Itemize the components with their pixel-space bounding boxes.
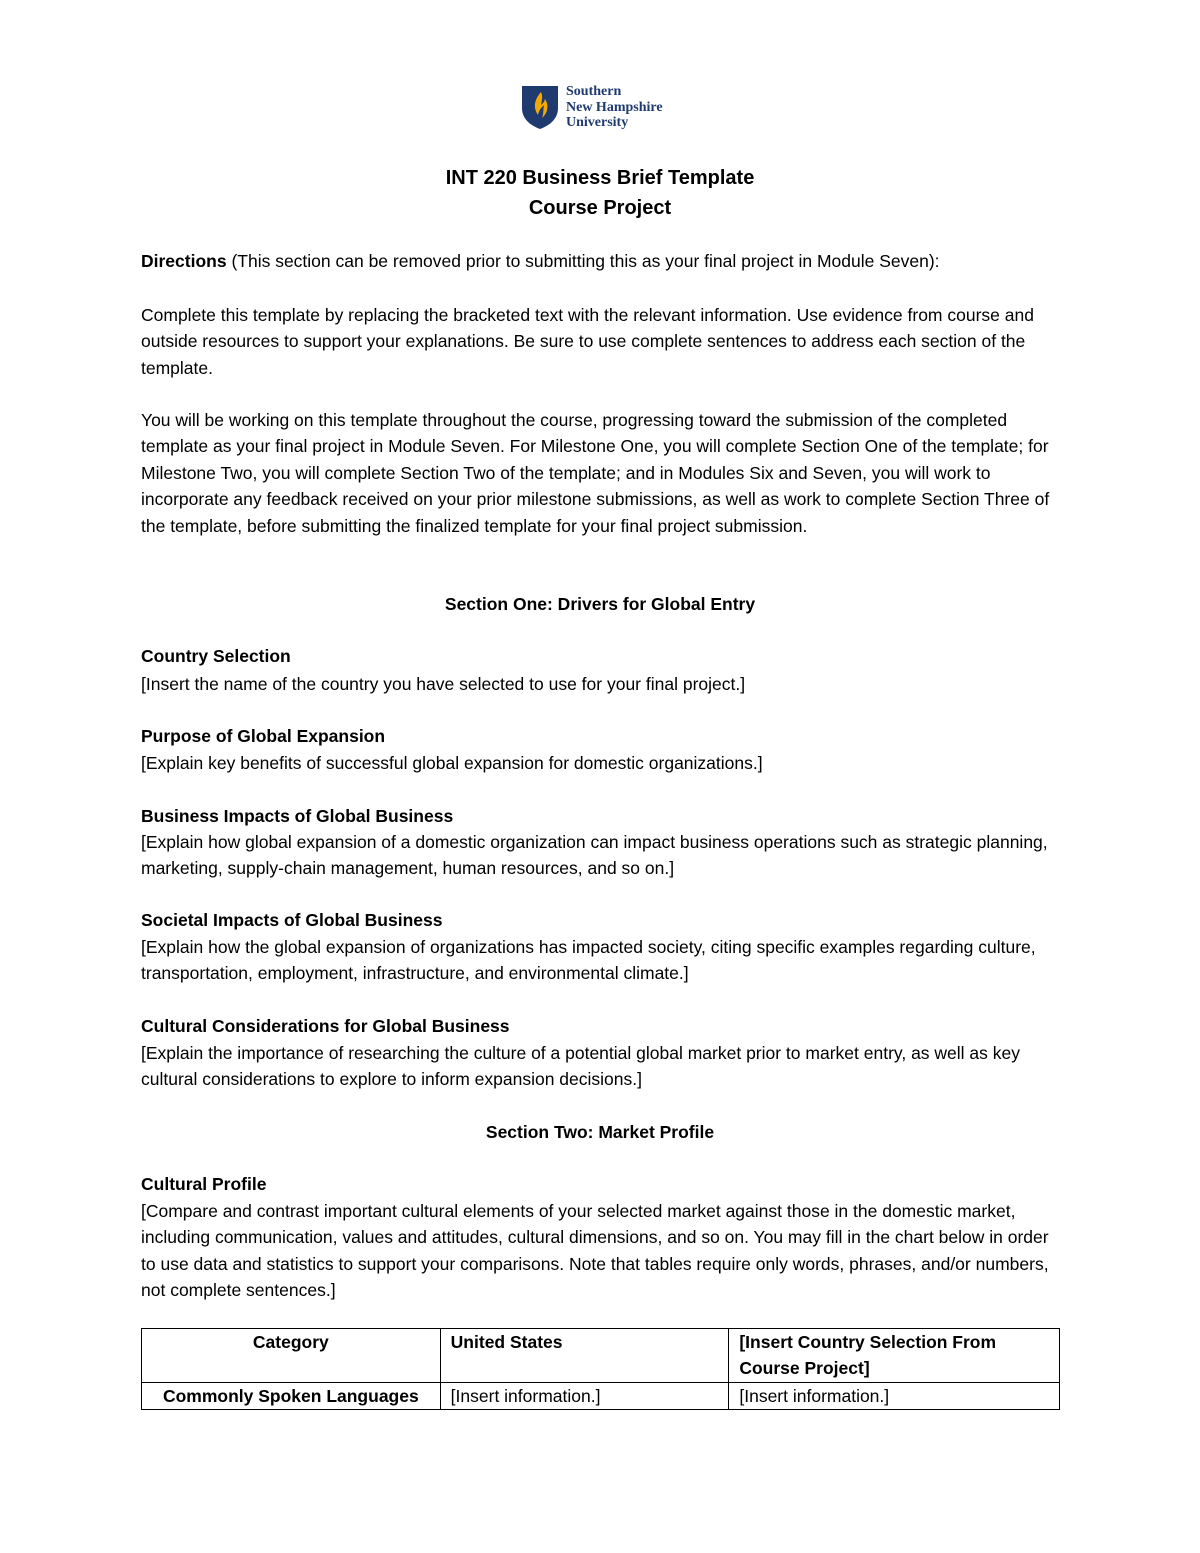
country-selection-heading: Country Selection bbox=[141, 646, 291, 666]
cultural-profile-text: [Compare and contrast important cultural elements of your selected market against those in the domestic market, including communication, values and attitudes, cultural dimensions, and so on. You may fill in the chart below in order to use data and statistics to support your comparisons. Note that tables require only words, phrases, and/or numbers, not complete sentences.] bbox=[141, 1201, 1049, 1301]
directions-paragraph-2: You will be working on this template throughout the course, progressing toward the submission of the completed template as your final project in Module Seven. For Milestone One, you will complete Section One of the template; for Milestone Two, you will complete Section Two of the template; and in Modules Six and Seven, you will work to incorporate any feedback received on your prior milestone submissions, as well as work to complete Section Three of the template, before submitting the finalized template for your final project submission. bbox=[141, 410, 1050, 536]
table-header-cell: [Insert Country Selection From Course Project] bbox=[729, 1329, 1060, 1383]
section-two-heading: Section Two: Market Profile bbox=[485, 1122, 715, 1142]
logo-line-3: University bbox=[566, 115, 629, 130]
directions-heading: Directions bbox=[141, 251, 227, 271]
table-header-row bbox=[142, 1329, 1060, 1383]
document-title: INT 220 Business Brief Template bbox=[445, 167, 755, 189]
cultural-profile-heading: Cultural Profile bbox=[141, 1174, 267, 1194]
snhu-logo bbox=[520, 84, 690, 134]
purpose-heading: Purpose of Global Expansion bbox=[141, 726, 386, 746]
table-header-cell: Category bbox=[142, 1329, 441, 1383]
cultural-considerations-heading: Cultural Considerations for Global Business bbox=[141, 1016, 510, 1036]
societal-impacts-heading: Societal Impacts of Global Business bbox=[141, 910, 443, 930]
table-cell: [Insert information.] bbox=[729, 1382, 1060, 1409]
directions-note: (This section can be removed prior to submitting this as your final project in Module Seven): bbox=[226, 251, 940, 271]
table-cell: Commonly Spoken Languages bbox=[142, 1382, 441, 1409]
cultural-considerations-text: [Explain the importance of researching the culture of a potential global market prior to market entry, as well as key cultural considerations to explore to inform expansion decisions.] bbox=[141, 1043, 1020, 1090]
section-one-heading: Section One: Drivers for Global Entry bbox=[444, 594, 756, 614]
table-cell: [Insert information.] bbox=[440, 1382, 729, 1409]
country-selection-text: [Insert the name of the country you have selected to use for your final project.] bbox=[141, 674, 746, 694]
table-row bbox=[142, 1382, 1060, 1409]
logo-line-2: New Hampshire bbox=[566, 99, 663, 115]
societal-impacts-text: [Explain how the global expansion of organizations has impacted society, citing specific examples regarding culture, transportation, employment, infrastructure, and environmental climate.] bbox=[141, 937, 1036, 984]
shield-flame-icon bbox=[520, 84, 560, 130]
business-impacts-heading: Business Impacts of Global Business bbox=[141, 806, 454, 826]
directions-line bbox=[141, 248, 1061, 274]
purpose-text: [Explain key benefits of successful global expansion for domestic organizations.] bbox=[141, 753, 763, 773]
business-impacts-text: [Explain how global expansion of a domestic organization can impact business operations such as strategic planning, marketing, supply-chain management, human resources, and so on.] bbox=[141, 832, 1048, 879]
directions-paragraph-1: Complete this template by replacing the bracketed text with the relevant information. Use evidence from course and outside resources to support your explanations. Be sure to use complete sentences to address each section of the template. bbox=[141, 305, 1034, 378]
cultural-profile-table bbox=[141, 1328, 1060, 1410]
table-header-cell: United States bbox=[440, 1329, 729, 1383]
document-subtitle: Course Project bbox=[528, 197, 672, 219]
logo-line-1: Southern bbox=[566, 84, 622, 99]
